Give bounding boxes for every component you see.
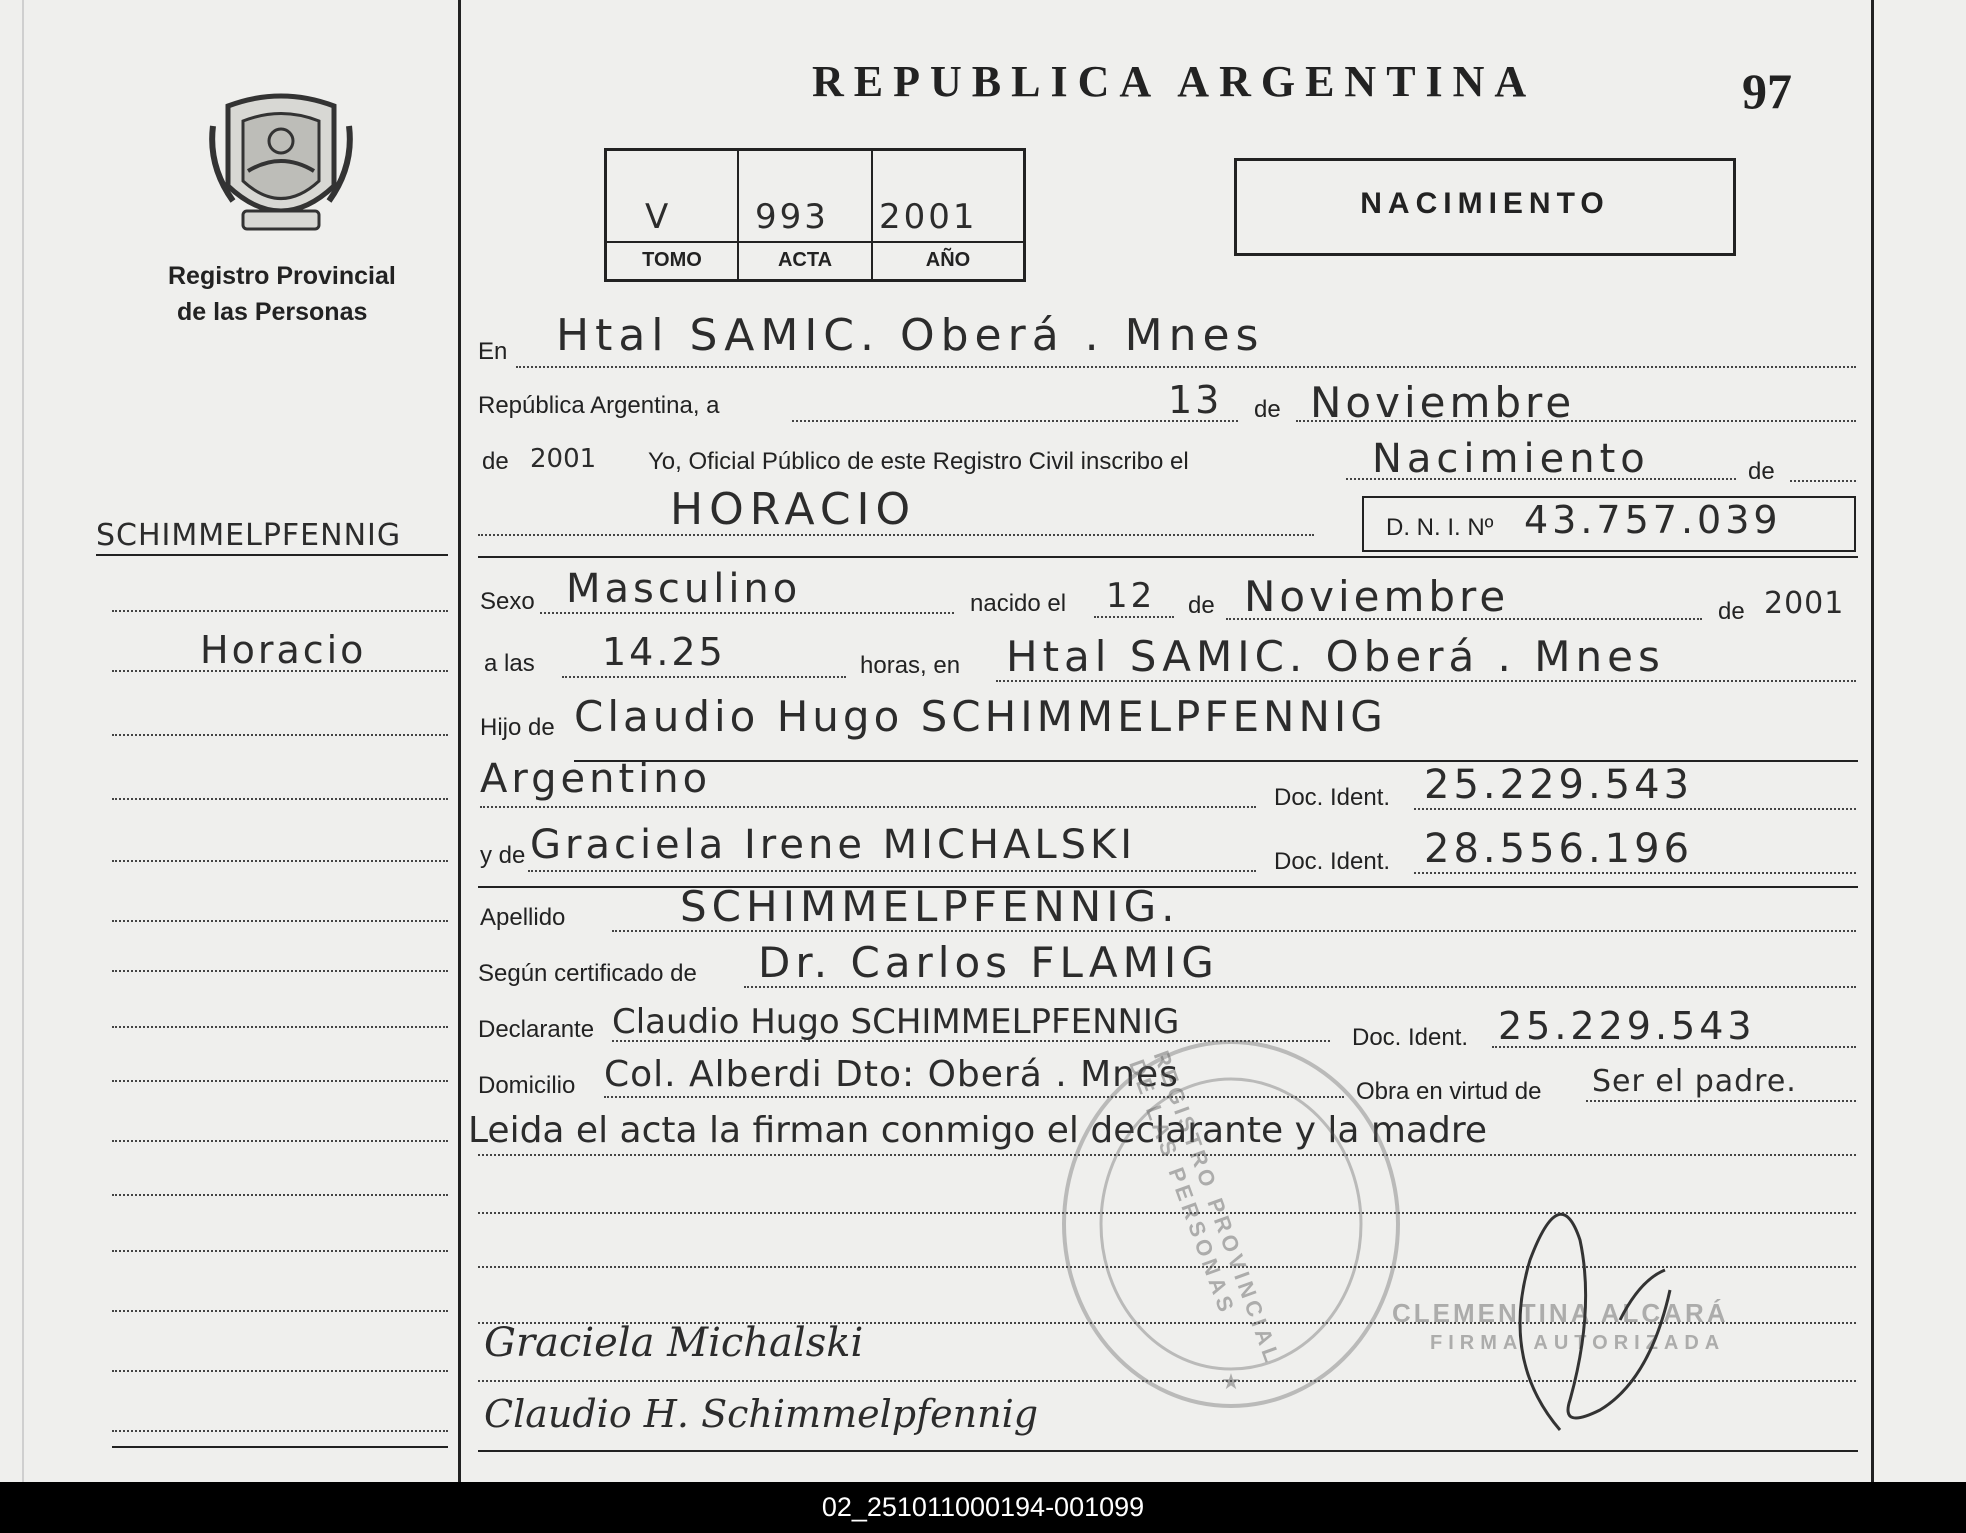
margin-line xyxy=(112,798,448,800)
father-name-value: Claudio Hugo SCHIMMELPFENNIG xyxy=(574,692,1387,741)
registry-name-line1: Registro Provincial xyxy=(168,262,396,290)
hijo-label: Hijo de xyxy=(480,714,555,741)
official-role-stamp: FIRMA AUTORIZADA xyxy=(1430,1332,1726,1354)
provincia-de-misiones-seal-icon xyxy=(208,86,354,236)
closing-statement: Leida el acta la firman conmigo el declarante y la madre xyxy=(468,1110,1487,1151)
year-value: 2001 xyxy=(530,444,597,474)
acta-value: 993 xyxy=(755,197,829,237)
margin-line xyxy=(112,1250,448,1252)
tomo-value: V xyxy=(645,197,672,237)
year-de-label: de xyxy=(482,448,509,475)
bottom-line xyxy=(478,1450,1858,1452)
page-number: 97 xyxy=(1742,63,1792,119)
official-round-stamp xyxy=(1062,1040,1400,1408)
margin-line xyxy=(112,970,448,972)
event-de-label: de xyxy=(1748,458,1775,485)
acta-label: ACTA xyxy=(777,249,833,271)
republica-label: República Argentina, a xyxy=(478,392,720,419)
doctor-value: Dr. Carlos FLAMIG xyxy=(758,938,1219,987)
declarante-doc-value: 25.229.543 xyxy=(1498,1004,1756,1048)
registry-name-line2: de las Personas xyxy=(177,298,368,326)
margin-line xyxy=(112,1310,448,1312)
domicilio-value: Col. Alberdi Dto: Oberá . Mnes xyxy=(604,1054,1179,1095)
margin-line xyxy=(112,1026,448,1028)
sexo-line xyxy=(540,612,954,614)
birth-de-label: de xyxy=(1188,592,1215,619)
en-value: Htal SAMIC. Oberá . Mnes xyxy=(556,310,1265,361)
mother-line xyxy=(528,870,1256,872)
image-code-footer: 02_251011000194-001099 xyxy=(0,1482,1966,1533)
record-number-box xyxy=(604,148,1026,282)
date-month-value: Noviembre xyxy=(1310,378,1576,427)
official-name-stamp: CLEMENTINA ALCARÁ xyxy=(1392,1298,1729,1328)
obra-value: Ser el padre. xyxy=(1592,1064,1797,1099)
official-signature-icon xyxy=(1500,1180,1700,1440)
event-de-line xyxy=(1790,480,1856,482)
date-de-label: de xyxy=(1254,396,1281,423)
margin-given-name: Horacio xyxy=(200,628,367,672)
margin-surname: SCHIMMELPFENNIG xyxy=(96,518,402,553)
mother-doc-label: Doc. Ident. xyxy=(1274,848,1391,875)
event-value: Nacimiento xyxy=(1372,436,1650,482)
margin-line xyxy=(112,1430,448,1432)
child-name-value: HORACIO xyxy=(670,484,917,535)
sexo-label: Sexo xyxy=(480,588,535,615)
left-margin-edge xyxy=(22,0,24,1482)
margin-surname-underline xyxy=(96,554,448,556)
father-doc-value: 25.229.543 xyxy=(1424,762,1694,808)
father-nationality-value: Argentino xyxy=(480,756,712,802)
time-line xyxy=(562,676,846,678)
margin-bottom-line xyxy=(112,1446,448,1448)
horas-label: horas, en xyxy=(860,652,961,679)
obra-label: Obra en virtud de xyxy=(1356,1078,1542,1105)
nacido-label: nacido el xyxy=(970,590,1067,617)
act-type-box xyxy=(1234,158,1736,256)
act-type-label: NACIMIENTO xyxy=(1360,187,1610,220)
obra-line xyxy=(1586,1100,1856,1102)
ano-value: 2001 xyxy=(879,197,978,237)
ano-label: AÑO xyxy=(925,249,971,271)
en-line xyxy=(516,366,1856,368)
margin-line xyxy=(112,670,448,672)
birth-month-value: Noviembre xyxy=(1244,572,1510,621)
declarante-value: Claudio Hugo SCHIMMELPFENNIG xyxy=(612,1002,1180,1042)
domicilio-label: Domicilio xyxy=(478,1072,576,1099)
declarante-doc-label: Doc. Ident. xyxy=(1352,1024,1469,1051)
margin-line xyxy=(112,1194,448,1196)
margin-line xyxy=(112,920,448,922)
nationality-line xyxy=(480,806,1256,808)
section-divider xyxy=(478,556,1858,558)
right-edge-line xyxy=(1871,0,1874,1482)
svg-text:★: ★ xyxy=(1221,1369,1241,1394)
dni-label: D. N. I. Nº xyxy=(1386,514,1494,541)
registry-statement: Yo, Oficial Público de este Registro Civil inscribo el xyxy=(648,448,1189,475)
dni-box xyxy=(1362,496,1856,552)
alas-label: a las xyxy=(484,650,535,677)
round-stamp-text: REGISTRO PROVINCIAL DE LAS PERSONAS xyxy=(1124,1047,1286,1369)
tomo-label: TOMO xyxy=(642,249,702,271)
margin-line xyxy=(112,860,448,862)
birth-year-label: de xyxy=(1718,598,1745,625)
dni-value: 43.757.039 xyxy=(1524,498,1782,542)
segun-label: Según certificado de xyxy=(478,960,697,987)
yde-label: y de xyxy=(480,842,526,869)
date-day-value: 13 xyxy=(1168,378,1223,422)
mother-doc-value: 28.556.196 xyxy=(1424,826,1694,872)
father-doc-line xyxy=(1414,808,1856,810)
sexo-value: Masculino xyxy=(566,566,802,612)
birth-place-value: Htal SAMIC. Oberá . Mnes xyxy=(1006,632,1665,681)
apellido-label: Apellido xyxy=(480,904,566,931)
father-doc-label: Doc. Ident. xyxy=(1274,784,1391,811)
birth-day-value: 12 xyxy=(1106,576,1156,616)
center-divider xyxy=(458,0,461,1482)
father-signature: Claudio H. Schimmelpfennig xyxy=(484,1392,1039,1436)
margin-line xyxy=(112,1370,448,1372)
margin-line xyxy=(112,610,448,612)
margin-line xyxy=(112,1080,448,1082)
mother-doc-line xyxy=(1414,872,1856,874)
country-title: REPUBLICA ARGENTINA xyxy=(812,57,1537,106)
margin-line xyxy=(112,734,448,736)
declarante-label: Declarante xyxy=(478,1016,595,1043)
mother-name-value: Graciela Irene MICHALSKI xyxy=(530,822,1137,868)
en-label: En xyxy=(478,338,508,365)
birth-day-line xyxy=(1094,616,1174,618)
birth-year-value: 2001 xyxy=(1764,586,1845,621)
mother-signature: Graciela Michalski xyxy=(484,1320,864,1366)
time-value: 14.25 xyxy=(602,630,726,674)
margin-line xyxy=(112,1140,448,1142)
apellido-value: SCHIMMELPFENNIG. xyxy=(680,882,1180,931)
